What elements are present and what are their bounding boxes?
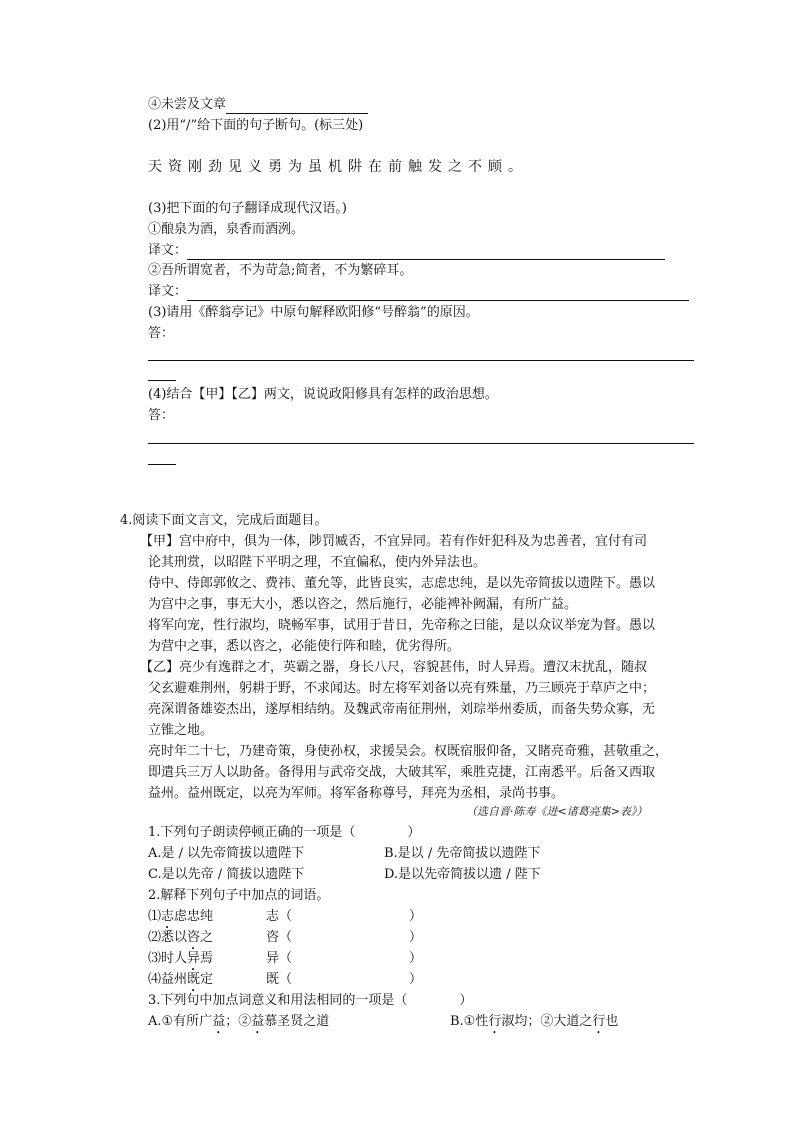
- yi-line: 亮深谓备雄姿杰出，遂厚相结纳。及魏武帝南征荆州，刘琮举州委质，而备失势众寡，无: [148, 702, 656, 717]
- q4b-prompt: (4)结合【甲】【乙】两文，说说政阳修具有怎样的政治思想。: [148, 387, 498, 402]
- answer-line-1a[interactable]: [148, 360, 694, 361]
- translate-blank-2[interactable]: [187, 286, 689, 301]
- q2-item: ⑵悉以咨之: [148, 930, 214, 945]
- q2-answer[interactable]: 异（ ）: [266, 951, 423, 966]
- mc1-option-b[interactable]: B.是以 / 先帝简拔以遗陛下: [384, 846, 541, 861]
- jia-line: 侍中、侍郎郭攸之、费祎、董允等，此皆良实，志虑忠纯，是以先帝简拔以遗陛下。愚以: [148, 576, 656, 591]
- mc1-option-a[interactable]: A.是 / 以先帝简拔以遗陛下: [148, 846, 305, 861]
- yi-line: 即遣兵三万人以助备。备得用与武帝交战，大破其军，乘胜克捷，江南悉平。后备又西取: [148, 765, 656, 780]
- q4-item: ④未尝及文章: [148, 96, 368, 114]
- q3-item2: ②吾所谓宽者，不为苛急;简者，不为繁碎耳。: [148, 263, 413, 278]
- source-citation: （选自晋·陈寿《进<诸葛亮集>表》）: [466, 805, 648, 818]
- yi-line: 亮时年二十七，乃建奇策，身使孙权，求援吴会。权既宿服仰备，又睹亮奇雅，甚敬重之，: [148, 744, 669, 759]
- answer-label-2: 答：: [148, 408, 175, 423]
- answer-label-1: 答：: [148, 326, 175, 341]
- section-heading: 4.阅读下面文言文，完成后面题目。: [120, 513, 328, 528]
- q2-sentence: 天资刚劲见义勇为虽机阱在前触发之不顾。: [148, 159, 528, 175]
- jia-line: 论其刑赏，以昭陛下平明之理，不宜偏私，使内外异法也。: [148, 555, 487, 570]
- q3-prompt: (3)把下面的句子翻译成现代汉语。): [148, 201, 347, 216]
- q3-option-a[interactable]: A.①有所广益；②益慕圣贤之道: [148, 1014, 330, 1029]
- yi-line: 父玄避难荆州，躬耕于野，不求闻达。时左将军刘备以亮有殊量，乃三顾亮于草庐之中；: [148, 681, 656, 696]
- yi-line: 立锥之地。: [148, 723, 214, 738]
- answer-line-2b[interactable]: [148, 464, 176, 465]
- mc1-option-d[interactable]: D.是以先帝简拔以遗 / 陛下: [384, 867, 541, 882]
- jia-line: 为宫中之事，事无大小，悉以咨之，然后施行，必能裨补阙漏，有所广益。: [148, 597, 578, 612]
- mc1-prompt: 1.下列句子朗读停顿正确的一项是（ ）: [148, 825, 421, 840]
- translate-line-2: 译文：: [148, 283, 689, 301]
- jia-line: 为营中之事，悉以咨之，必能使行阵和睦，优劣得所。: [148, 639, 461, 654]
- yi-line: 【乙】亮少有逸群之才，英霸之器，身长八尺，容貌甚伟，时人异焉。遭汉末扰乱，随叔: [140, 660, 648, 675]
- translate-blank-1[interactable]: [187, 245, 665, 260]
- translate-line-1: 译文：: [148, 242, 665, 260]
- q2-item: ⑴志虑忠纯: [148, 909, 214, 924]
- jia-line: 【甲】宫中府中，俱为一体，陟罚臧否，不宜异同。若有作奸犯科及为忠善者，宜付有司: [140, 534, 648, 549]
- q2-prompt: (2)用“/”给下面的句子断句。(标三处): [148, 118, 364, 133]
- answer-blank[interactable]: [226, 99, 368, 114]
- q3-item1: ①酿泉为酒，泉香而酒洌。: [148, 222, 305, 237]
- answer-line-1b[interactable]: [148, 380, 176, 381]
- q3-prompt-b: 3.下列句中加点词意义和用法相同的一项是（ ）: [148, 993, 473, 1008]
- q2-item: ⑶时人异焉: [148, 951, 214, 966]
- q3b-prompt: (3)请用《醉翁亭记》中原句解释欧阳修“号醉翁”的原因。: [148, 305, 479, 320]
- yi-line: 益州。益州既定，以亮为军师。将军备称尊号，拜亮为丞相，录尚书事。: [148, 786, 565, 801]
- mc1-option-c[interactable]: C.是以先帝 / 简拔以遗陛下: [148, 867, 305, 882]
- q3-option-b[interactable]: B.①性行淑均；②大道之行也: [450, 1014, 619, 1029]
- q2-answer[interactable]: 既（ ）: [266, 972, 423, 987]
- q2-answer[interactable]: 咨（ ）: [266, 930, 423, 945]
- q2-prompt-b: 2.解释下列句子中加点的词语。: [148, 888, 330, 903]
- q2-item: ⑷益州既定: [148, 972, 214, 987]
- answer-line-2a[interactable]: [148, 443, 694, 444]
- q2-answer[interactable]: 志（ ）: [266, 909, 423, 924]
- jia-line: 将军向宠，性行淑均，晓畅军事，试用于昔日，先帝称之曰能，是以众议举宠为督。愚以: [148, 618, 656, 633]
